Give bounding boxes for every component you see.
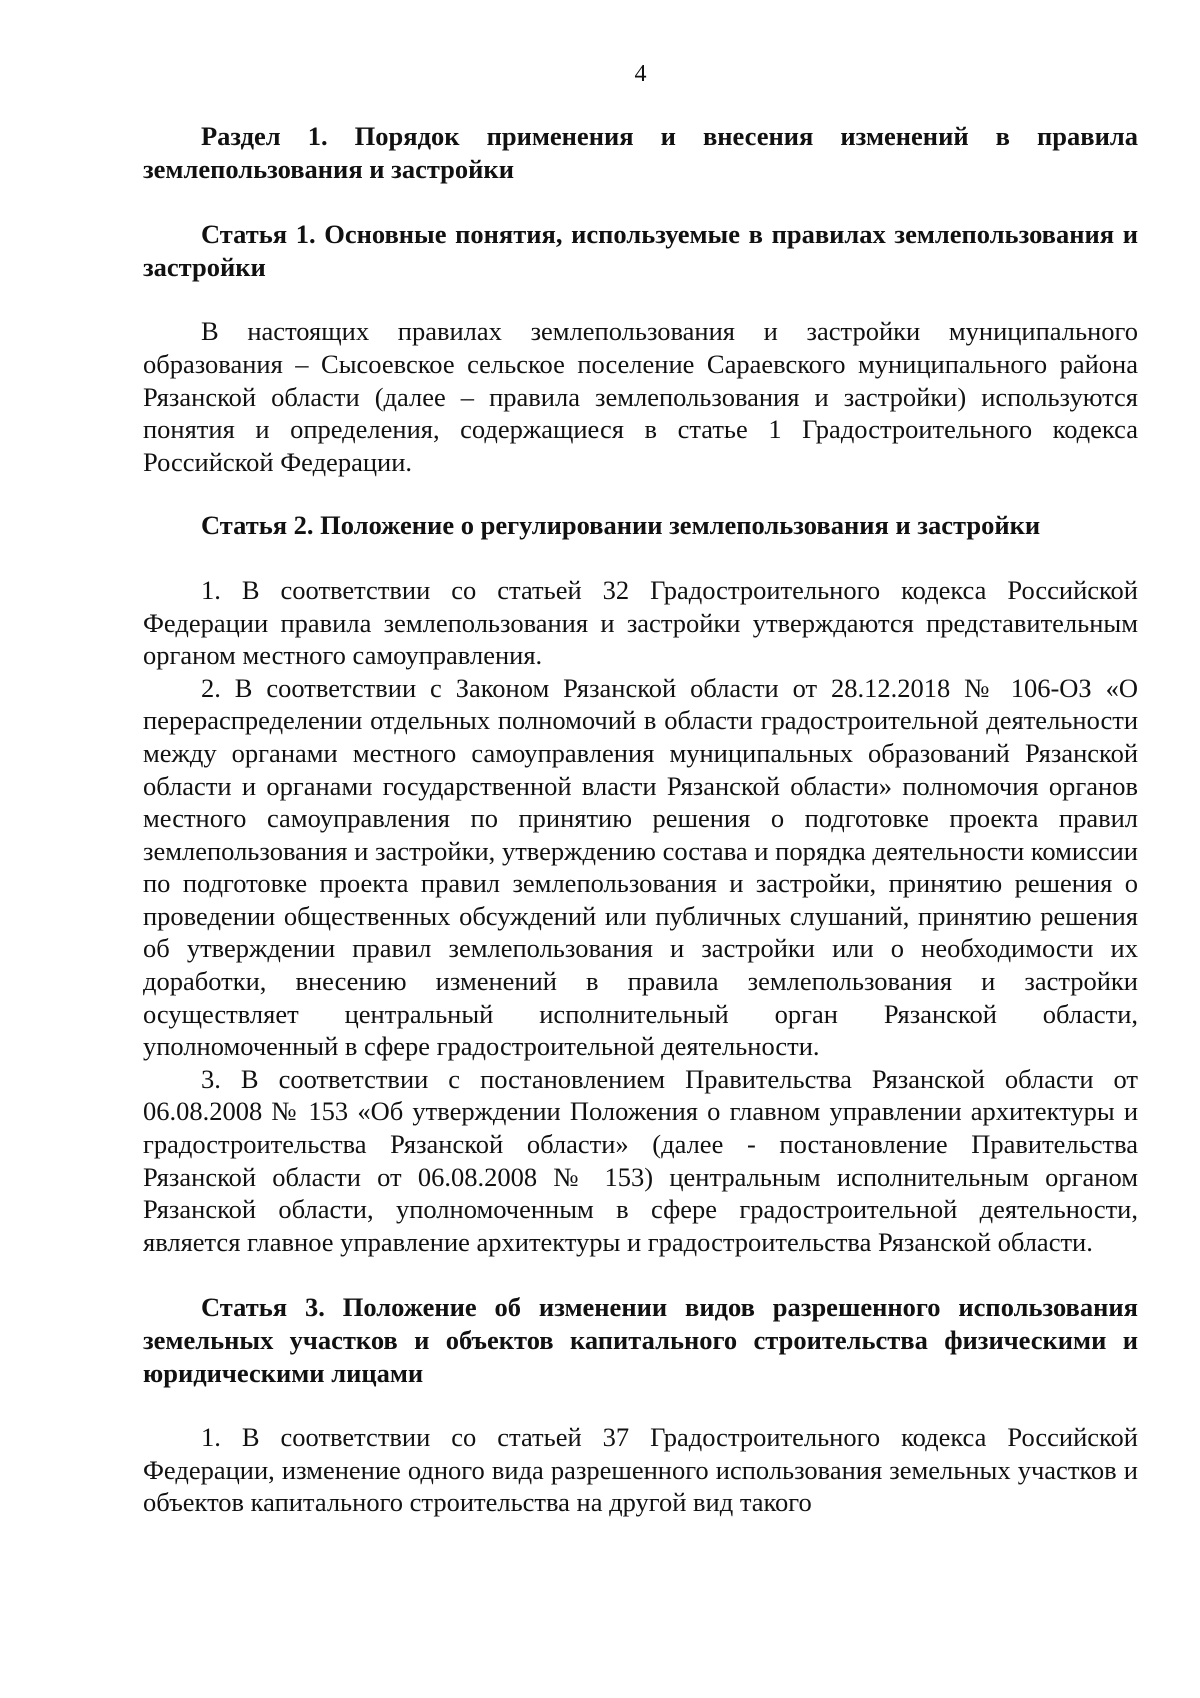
article-3-item-1: 1. В соответствии со статьей 37 Градостроительного кодекса Российской Федерации, изменение одного вида разрешенного использования земельных участков и объектов капитального строительства на другой вид такого xyxy=(143,1422,1138,1518)
article-2-item-1: 1. В соответствии со статьей 32 Градостроительного кодекса Российской Федерации правила землепользования и застройки утверждаются представительным органом местного самоуправления. xyxy=(143,574,1138,671)
section-1-title: Раздел 1. Порядок применения и внесения изменений в правила землепользования и застройки xyxy=(143,121,1138,184)
document-page xyxy=(143,0,1138,1698)
article-2-item-3: 3. В соответствии с постановлением Правительства Рязанской области от 06.08.2008 № 153 «Об утверждении Положения о главном управлении архитектуры и градостроительства Рязанской области» (далее - постановление Правительства Рязанской области от 06.08.2008 № 153) центральным исполнительным органом Рязанской области, уполномоченным в сфере градостроительной деятельности, является главное управление архитектуры и градостроительства Рязанской области. xyxy=(143,1063,1138,1257)
article-2-item-2: 2. В соответствии с Законом Рязанской области от 28.12.2018 № 106-ОЗ «О перераспределении отдельных полномочий в области градостроительной деятельности между органами местного самоуправления муниципальных образований Рязанской области и органами государственной власти Рязанской области» полномочия органов местного самоуправления по принятию решения о подготовке проекта правил землепользования и застройки, утверждению состава и порядка деятельности комиссии по подготовке проекта правил землепользования и застройки, принятию решения о проведении общественных обсуждений или публичных слушаний, принятию решения об утверждении правил землепользования и застройки или о необходимости их доработки, внесению изменений в правила землепользования и застройки осуществляет центральный исполнительный орган Рязанской области, уполномоченный в сфере градостроительной деятельности. xyxy=(143,672,1138,1062)
article-3-title: Статья 3. Положение об изменении видов разрешенного использования земельных участков и объектов капитального строительства физическими и юридическими лицами xyxy=(143,1292,1138,1388)
page-number: 4 xyxy=(634,61,647,87)
document-body xyxy=(143,120,1138,1519)
article-1-text: В настоящих правилах землепользования и застройки муниципального образования – Сысоевское сельское поселение Сараевского муниципального района Рязанской области (далее – правила землепользования и застройки) используются понятия и определения, содержащиеся в статье 1 Градостроительного кодекса Российской Федерации. xyxy=(143,316,1138,477)
article-1-title: Статья 1. Основные понятия, используемые в правилах землепользования и застройки xyxy=(143,219,1138,282)
article-2-title: Статья 2. Положение о регулировании землепользования и застройки xyxy=(201,510,1041,541)
